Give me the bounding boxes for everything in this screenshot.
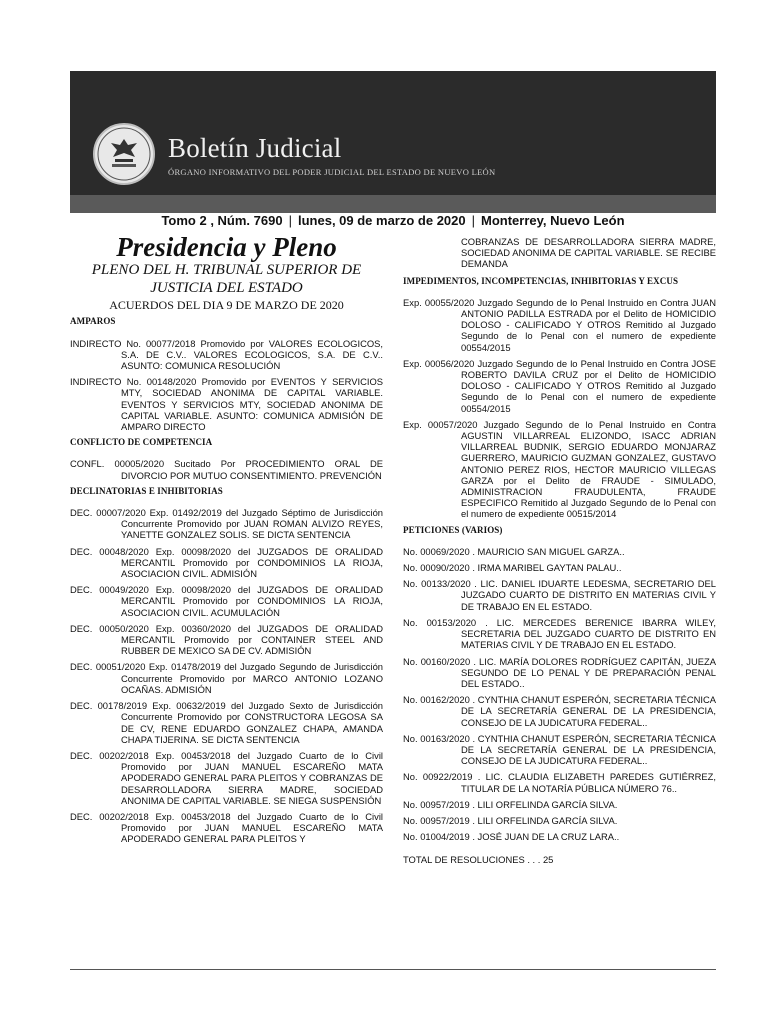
declinatoria-entry: DEC. 00051/2020 Exp. 01478/2019 del Juzgado Segundo de Jurisdicción Concurrente Promovido por MARCO ANTONIO LOZANO OCAÑAS. ADMISIÓN	[70, 661, 383, 695]
amparo-entry: INDIRECTO No. 00148/2020 Promovido por EVENTOS Y SERVICIOS MTY, SOCIEDAD ANONIMA DE CAPITAL VARIABLE. EVENTOS Y SERVICIOS MTY, SOCIEDAD ANONIMA DE CAPITAL VARIABLE. ASUNTO: COMUNICA ADMISIÓN DE AMPARO DIRECTO	[70, 376, 383, 433]
issue-place: Monterrey, Nuevo León	[481, 213, 625, 228]
peticion-entry: No. 01004/2019 . JOSÉ JUAN DE LA CRUZ LARA..	[403, 831, 620, 843]
masthead-strip	[70, 195, 716, 213]
peticion-entry: No. 00957/2019 . LILI ORFELINDA GARCÍA SILVA.	[403, 798, 618, 810]
eagle-seal-icon	[95, 125, 153, 183]
conflicto-entry: CONFL. 00005/2020 Sucitado Por PROCEDIMIENTO ORAL DE DIVORCIO POR MUTUO CONSENTIMIENTO. PREVENCIÓN	[70, 458, 383, 481]
declinatoria-entry: DEC. 00178/2019 Exp. 00632/2019 del Juzgado Sexto de Jurisdicción Concurrente Promovido por CONSTRUCTORA LEGOSA SA DE CV, RENE EDUARDO GONZALEZ CHAPA, AMANDA CHAPA TIJERINA. SE DICTA SENTENCIA	[70, 700, 383, 745]
right-column	[403, 236, 716, 866]
peticion-entry: No. 00153/2020 . LIC. MERCEDES BERENICE IBARRA WILEY, SECRETARIA DEL JUZGADO CUARTO DE DISTRITO EN MATERIAS CIVIL Y DE TRABAJO EN EL ESTADO.	[403, 616, 716, 651]
total-resoluciones: TOTAL DE RESOLUCIONES . . . 25	[403, 854, 554, 866]
issue-number: Tomo 2 , Núm. 7690	[161, 213, 283, 228]
amparo-entry: INDIRECTO No. 00077/2018 Promovido por VALORES ECOLOGICOS, S.A. DE C.V.. VALORES ECOLOGICOS, S.A. DE C.V.. ASUNTO: COMUNICA RESOLUCIÓN	[70, 337, 383, 372]
impedimentos-heading: IMPEDIMENTOS, INCOMPETENCIAS, INHIBITORIAS Y EXCUS	[403, 275, 679, 286]
separator: |	[288, 213, 292, 228]
declinatoria-entry: DEC. 00049/2020 Exp. 00098/2020 del JUZGADOS DE ORALIDAD MERCANTIL Promovido por CONDOMINIOS LA RIOJA, ASOCIACION CIVIL. ACUMULACIÓN	[70, 584, 383, 618]
bulletin-subtitle: ÓRGANO INFORMATIVO DEL PODER JUDICIAL DEL ESTADO DE NUEVO LEÓN	[168, 167, 496, 177]
conflicto-heading: CONFLICTO DE COMPETENCIA	[70, 437, 213, 448]
impedimento-entry: Exp. 00056/2020 Juzgado Segundo de lo Penal Instruido en Contra JOSE ROBERTO DAVILA CRUZ por el Delito de HOMICIDIO DOLOSO - CALIFICADO Y OTROS Remitido al Juzgado Segundo de lo Penal con el numero de expediente 00554/2015	[403, 357, 716, 414]
declinatoria-continuation: COBRANZAS DE DESARROLLADORA SIERRA MADRE, SOCIEDAD ANONIMA DE CAPITAL VARIABLE. SE RECIBE DEMANDA	[461, 236, 716, 270]
peticion-entry: No. 00922/2019 . LIC. CLAUDIA ELIZABETH PAREDES GUTIÉRREZ, TITULAR DE LA NOTARÍA PÚBLICA NÚMERO 76..	[403, 771, 716, 794]
judicial-seal-logo	[93, 123, 155, 185]
impedimento-entry: Exp. 00057/2020 Juzgado Segundo de lo Penal Instruido en Contra AGUSTIN VILLARREAL ELIZONDO, ISACC ADRIAN VILLARREAL BUDNIK, SERGIO EDUARDO MONJARAZ GUERRERO, MAURICIO GUZMAN GONZALEZ, GUSTAVO ANTONIO PEREZ RIOS, HECTOR MAURICIO VILLEGAS GARZA por el Delito de FRAUDE - SIMULADO, ADMINISTRACION FRAUDULENTA, FRAUDE ESPECIFICO Remitido al Juzgado Segundo de lo Penal con el numero de expediente 00515/2014	[403, 418, 716, 520]
amparos-heading: AMPAROS	[70, 316, 116, 327]
section-title: Presidencia y Pleno	[116, 232, 337, 262]
peticiones-heading: PETICIONES (VARIOS)	[403, 524, 503, 535]
issue-line	[70, 213, 716, 228]
peticion-entry: No. 00160/2020 . LIC. MARÍA DOLORES RODRÍGUEZ CAPITÁN, JUEZA SEGUNDO DE LO PENAL Y DE PREPARACIÓN PENAL DEL ESTADO..	[403, 655, 716, 689]
footer-divider	[70, 969, 716, 970]
peticion-entry: No. 00163/2020 . CYNTHIA CHANUT ESPERÓN, SECRETARIA TÉCNICA DE LA SECRETARÍA GENERAL DE LA PRESIDENCIA, CONSEJO DE LA JUDICATURA FEDERAL..	[403, 732, 716, 767]
left-column	[70, 232, 383, 850]
impedimento-entry: Exp. 00055/2020 Juzgado Segundo de lo Penal Instruido en Contra JUAN ANTONIO PADILLA ESTRADA por el Delito de HOMICIDIO DOLOSO - CALIFICADO Y OTROS Remitido al Juzgado Segundo de lo Penal con el numero de expediente 00554/2015	[403, 296, 716, 353]
declinatoria-entry: DEC. 00048/2020 Exp. 00098/2020 del JUZGADOS DE ORALIDAD MERCANTIL Promovido por CONDOMINIOS LA RIOJA, ASOCIACION CIVIL. ADMISIÓN	[70, 545, 383, 580]
peticion-entry: No. 00162/2020 . CYNTHIA CHANUT ESPERÓN, SECRETARIA TÉCNICA DE LA SECRETARÍA GENERAL DE LA PRESIDENCIA, CONSEJO DE LA JUDICATURA FEDERAL..	[403, 694, 716, 728]
declinatoria-entry: DEC. 00007/2020 Exp. 01492/2019 del Juzgado Séptimo de Jurisdicción Concurrente Promovido por JUAN ROMAN ALVIZO REYES, YANETTE GONZALEZ SOLIS. SE DICTA SENTENCIA	[70, 507, 383, 541]
separator: |	[471, 213, 476, 228]
peticion-entry: No. 00957/2019 . LILI ORFELINDA GARCÍA SILVA.	[403, 814, 618, 826]
issue-date: lunes, 09 de marzo de 2020	[297, 213, 466, 228]
peticion-entry: No. 00069/2020 . MAURICIO SAN MIGUEL GARZA..	[403, 545, 625, 557]
peticion-entry: No. 00090/2020 . IRMA MARIBEL GAYTAN PALAU..	[403, 562, 622, 574]
peticion-entry: No. 00133/2020 . LIC. DANIEL IDUARTE LEDESMA, SECRETARIO DEL JUZGADO CUARTO DE DISTRITO EN MATERIAS CIVIL Y DE TRABAJO EN EL ESTADO.	[403, 578, 716, 612]
declinatoria-entry: DEC. 00202/2018 Exp. 00453/2018 del Juzgado Cuarto de lo Civil Promovido por JUAN MANUEL ESCAREÑO MATA APODERADO GENERAL PARA PLEITOS Y	[70, 810, 383, 845]
pleno-title: PLENO DEL H. TRIBUNAL SUPERIOR DE JUSTICIA DEL ESTADO	[91, 262, 362, 297]
declinatoria-entry: DEC. 00050/2020 Exp. 00360/2020 del JUZGADOS DE ORALIDAD MERCANTIL Promovido por CONTAINER STEEL AND RUBBER DE MEXICO SA DE CV. ADMISIÓN	[70, 622, 383, 657]
declinatorias-heading: DECLINATORIAS E INHIBITORIAS	[70, 485, 223, 496]
masthead-banner	[70, 71, 716, 213]
acuerdos-title: ACUERDOS DEL DIA 9 DE MARZO DE 2020	[109, 298, 344, 313]
bulletin-title: Boletín Judicial	[168, 133, 342, 163]
declinatoria-entry: DEC. 00202/2018 Exp. 00453/2018 del Juzgado Cuarto de lo Civil Promovido por JUAN MANUEL ESCAREÑO MATA APODERADO GENERAL PARA PLEITOS Y COBRANZAS DE DESARROLLADORA SIERRA MADRE, SOCIEDAD ANONIMA DE CAPITAL VARIABLE. SE NIEGA SUSPENSIÓN	[70, 749, 383, 806]
